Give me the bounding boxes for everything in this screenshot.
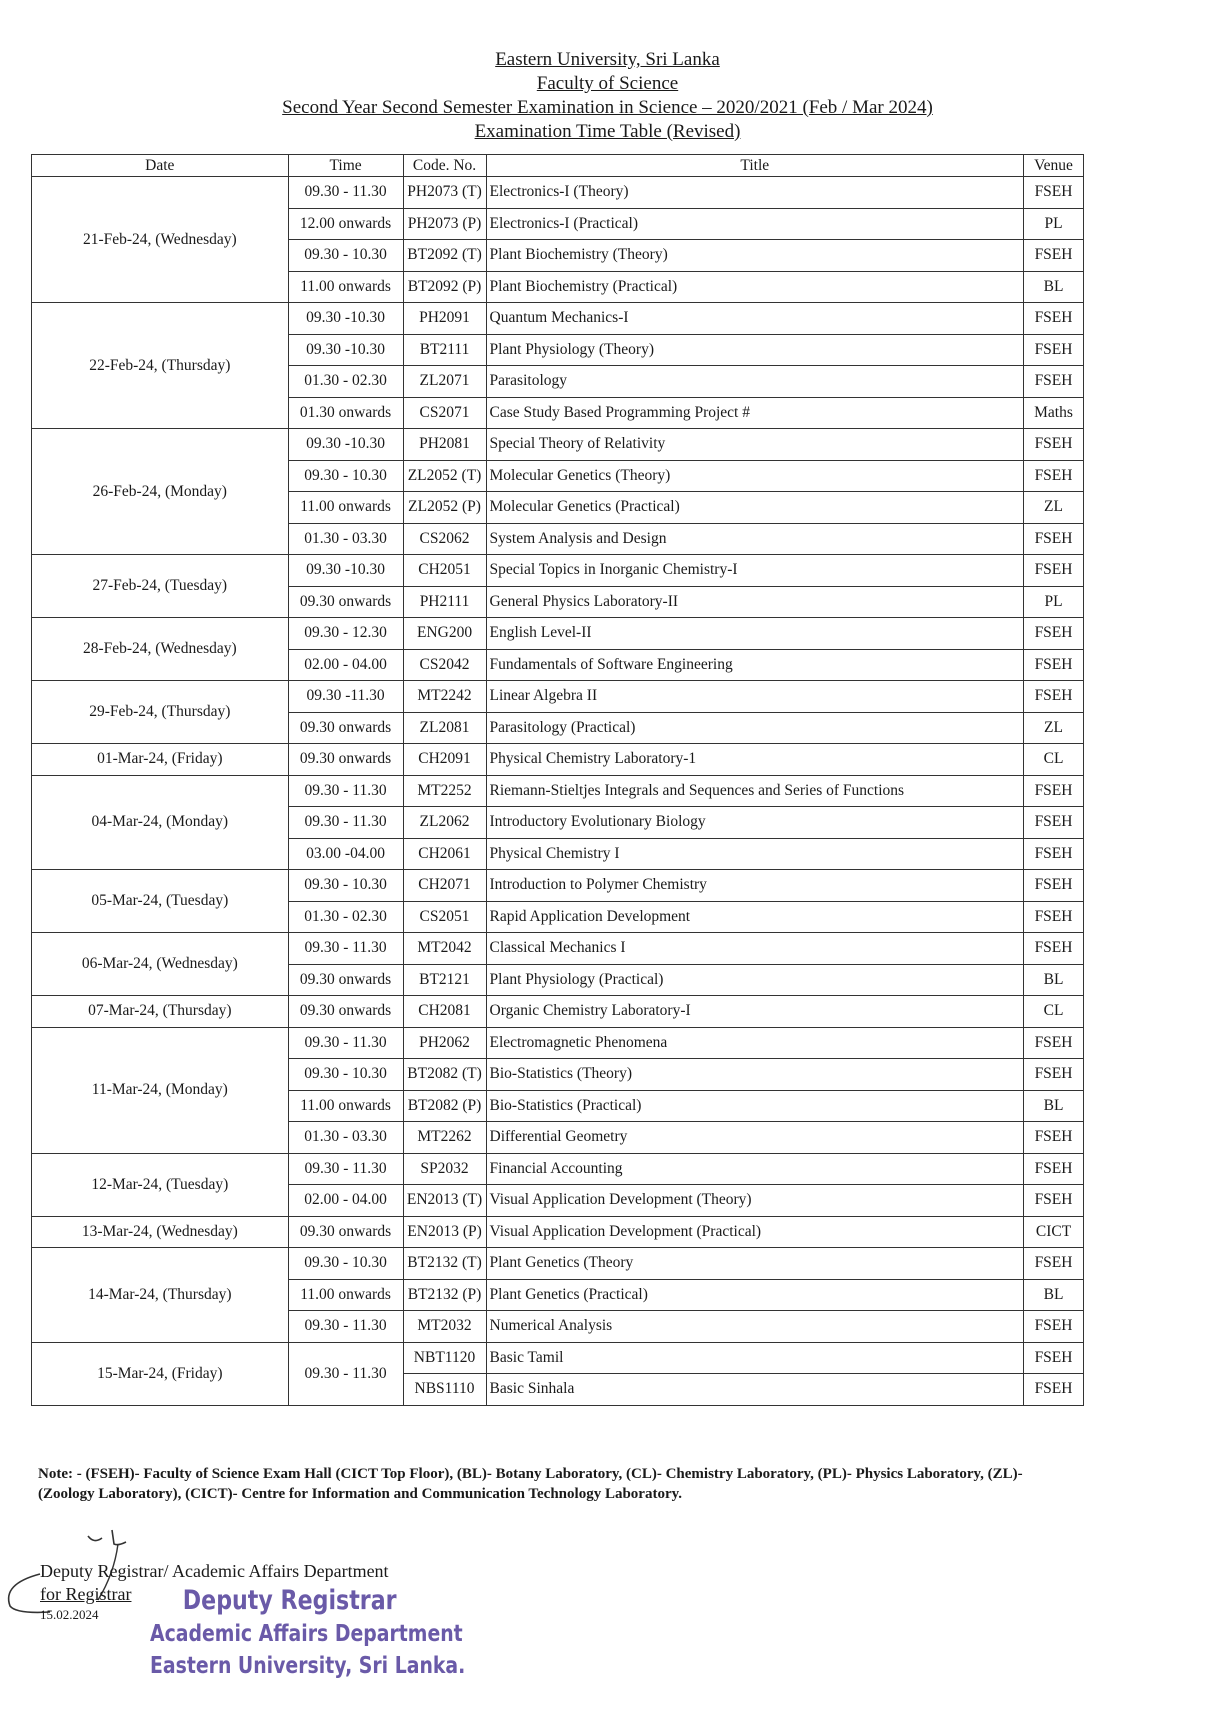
- time-cell: 09.30 -11.30: [288, 681, 403, 713]
- title-cell: Physical Chemistry I: [486, 838, 1024, 870]
- date-cell: 06-Mar-24, (Wednesday): [32, 933, 289, 996]
- title-cell: Plant Genetics (Practical): [486, 1279, 1024, 1311]
- title-cell: Differential Geometry: [486, 1122, 1024, 1154]
- venue-cell: FSEH: [1024, 303, 1084, 335]
- time-cell: 09.30 onwards: [288, 996, 403, 1028]
- code-cell: MT2262: [403, 1122, 486, 1154]
- table-row: [32, 1216, 1084, 1248]
- title-cell: Electronics-I (Practical): [486, 208, 1024, 240]
- title-cell: Bio-Statistics (Practical): [486, 1090, 1024, 1122]
- title-cell: Case Study Based Programming Project #: [486, 397, 1024, 429]
- date-cell: 21-Feb-24, (Wednesday): [32, 177, 289, 303]
- venue-cell: BL: [1024, 271, 1084, 303]
- title-cell: Fundamentals of Software Engineering: [486, 649, 1024, 681]
- time-cell: 09.30 -10.30: [288, 303, 403, 335]
- code-cell: BT2121: [403, 964, 486, 996]
- venue-cell: FSEH: [1024, 618, 1084, 650]
- time-cell: 09.30 onwards: [288, 712, 403, 744]
- time-cell: 03.00 -04.00: [288, 838, 403, 870]
- time-cell: 02.00 - 04.00: [288, 649, 403, 681]
- time-cell: 01.30 - 03.30: [288, 1122, 403, 1154]
- date-cell: 01-Mar-24, (Friday): [32, 744, 289, 776]
- university-name: Eastern University, Sri Lanka: [495, 49, 720, 70]
- title-cell: Electromagnetic Phenomena: [486, 1027, 1024, 1059]
- time-cell: 09.30 -10.30: [288, 429, 403, 461]
- code-cell: BT2111: [403, 334, 486, 366]
- time-cell: 09.30 - 10.30: [288, 1248, 403, 1280]
- stamp-line-2: Academic Affairs Department: [150, 1621, 463, 1647]
- venue-cell: FSEH: [1024, 807, 1084, 839]
- table-row: [32, 177, 1084, 209]
- exam-title: Second Year Second Semester Examination in Science – 2020/2021 (Feb / Mar 2024): [282, 97, 933, 118]
- code-cell: BT2132 (T): [403, 1248, 486, 1280]
- code-cell: CS2042: [403, 649, 486, 681]
- time-cell: 09.30 - 11.30: [288, 807, 403, 839]
- code-cell: MT2042: [403, 933, 486, 965]
- date-cell: 12-Mar-24, (Tuesday): [32, 1153, 289, 1216]
- table-row: [32, 1342, 1084, 1374]
- venue-cell: FSEH: [1024, 681, 1084, 713]
- code-cell: CS2071: [403, 397, 486, 429]
- time-cell: 11.00 onwards: [288, 271, 403, 303]
- venue-cell: FSEH: [1024, 460, 1084, 492]
- code-cell: ZL2052 (P): [403, 492, 486, 524]
- title-cell: Physical Chemistry Laboratory-1: [486, 744, 1024, 776]
- table-row: [32, 933, 1084, 965]
- date-cell: 11-Mar-24, (Monday): [32, 1027, 289, 1153]
- time-cell: 01.30 - 03.30: [288, 523, 403, 555]
- title-cell: Basic Tamil: [486, 1342, 1024, 1374]
- date-cell: 15-Mar-24, (Friday): [32, 1342, 289, 1405]
- venue-cell: FSEH: [1024, 901, 1084, 933]
- table-title: Examination Time Table (Revised): [474, 121, 741, 142]
- signature-date: 15.02.2024: [40, 1607, 99, 1622]
- time-cell: 09.30 - 11.30: [288, 1027, 403, 1059]
- time-cell: 09.30 - 11.30: [288, 775, 403, 807]
- venue-cell: BL: [1024, 964, 1084, 996]
- date-cell: 05-Mar-24, (Tuesday): [32, 870, 289, 933]
- code-cell: PH2073 (P): [403, 208, 486, 240]
- code-cell: PH2081: [403, 429, 486, 461]
- venue-cell: FSEH: [1024, 366, 1084, 398]
- faculty-name: Faculty of Science: [536, 73, 679, 94]
- table-row: [32, 744, 1084, 776]
- code-cell: PH2091: [403, 303, 486, 335]
- title-cell: Visual Application Development (Theory): [486, 1185, 1024, 1217]
- time-cell: 09.30 onwards: [288, 964, 403, 996]
- timetable: [31, 154, 1084, 1406]
- title-cell: Molecular Genetics (Practical): [486, 492, 1024, 524]
- venue-cell: FSEH: [1024, 334, 1084, 366]
- time-cell: 01.30 - 02.30: [288, 901, 403, 933]
- date-cell: 29-Feb-24, (Thursday): [32, 681, 289, 744]
- date-cell: 28-Feb-24, (Wednesday): [32, 618, 289, 681]
- venue-note: Note: - (FSEH)- Faculty of Science Exam Hall (CICT Top Floor), (BL)- Botany Laboratory, (CL)- Chemistry Laboratory, (PL)- Physics Laboratory, (ZL)- (Zoology Laboratory), (CICT)- Centre for Information and Communication Technology Laboratory.: [38, 1466, 1023, 1502]
- venue-cell: FSEH: [1024, 555, 1084, 587]
- code-cell: PH2062: [403, 1027, 486, 1059]
- table-row: [32, 1153, 1084, 1185]
- stamp-line-1: Deputy Registrar: [182, 1585, 397, 1616]
- title-cell: Molecular Genetics (Theory): [486, 460, 1024, 492]
- code-cell: NBS1110: [403, 1374, 486, 1406]
- title-cell: Electronics-I (Theory): [486, 177, 1024, 209]
- venue-cell: FSEH: [1024, 177, 1084, 209]
- venue-cell: BL: [1024, 1090, 1084, 1122]
- title-cell: Plant Physiology (Practical): [486, 964, 1024, 996]
- title-cell: Visual Application Development (Practical): [486, 1216, 1024, 1248]
- venue-cell: FSEH: [1024, 1059, 1084, 1091]
- venue-cell: PL: [1024, 208, 1084, 240]
- venue-cell: FSEH: [1024, 933, 1084, 965]
- title-cell: Parasitology: [486, 366, 1024, 398]
- title-cell: Bio-Statistics (Theory): [486, 1059, 1024, 1091]
- code-cell: CH2091: [403, 744, 486, 776]
- date-cell: 26-Feb-24, (Monday): [32, 429, 289, 555]
- venue-cell: FSEH: [1024, 838, 1084, 870]
- table-row: [32, 618, 1084, 650]
- venue-cell: FSEH: [1024, 1185, 1084, 1217]
- code-cell: MT2032: [403, 1311, 486, 1343]
- venue-cell: CICT: [1024, 1216, 1084, 1248]
- time-cell: 12.00 onwards: [288, 208, 403, 240]
- table-row: [32, 303, 1084, 335]
- code-cell: ZL2052 (T): [403, 460, 486, 492]
- code-cell: BT2082 (P): [403, 1090, 486, 1122]
- time-cell: 11.00 onwards: [288, 1279, 403, 1311]
- title-cell: Parasitology (Practical): [486, 712, 1024, 744]
- code-cell: ZL2062: [403, 807, 486, 839]
- title-cell: Basic Sinhala: [486, 1374, 1024, 1406]
- title-cell: Plant Biochemistry (Practical): [486, 271, 1024, 303]
- title-cell: Organic Chemistry Laboratory-I: [486, 996, 1024, 1028]
- column-header: Venue: [1024, 155, 1084, 177]
- column-header: Title: [486, 155, 1024, 177]
- title-cell: English Level-II: [486, 618, 1024, 650]
- title-cell: General Physics Laboratory-II: [486, 586, 1024, 618]
- time-cell: 09.30 - 10.30: [288, 1059, 403, 1091]
- code-cell: BT2132 (P): [403, 1279, 486, 1311]
- code-cell: ZL2081: [403, 712, 486, 744]
- column-header: Time: [288, 155, 403, 177]
- title-cell: System Analysis and Design: [486, 523, 1024, 555]
- code-cell: ENG200: [403, 618, 486, 650]
- time-cell: 11.00 onwards: [288, 492, 403, 524]
- time-cell: 09.30 -10.30: [288, 334, 403, 366]
- table-row: [32, 996, 1084, 1028]
- signature-line-1: Deputy Registrar/ Academic Affairs Department: [40, 1561, 389, 1581]
- time-cell: 02.00 - 04.00: [288, 1185, 403, 1217]
- column-header: Code. No.: [403, 155, 486, 177]
- column-header: Date: [32, 155, 289, 177]
- document-header: [0, 48, 1215, 144]
- title-cell: Plant Biochemistry (Theory): [486, 240, 1024, 272]
- code-cell: EN2013 (T): [403, 1185, 486, 1217]
- venue-cell: ZL: [1024, 492, 1084, 524]
- venue-cell: FSEH: [1024, 1122, 1084, 1154]
- title-cell: Numerical Analysis: [486, 1311, 1024, 1343]
- table-row: [32, 429, 1084, 461]
- title-cell: Quantum Mechanics-I: [486, 303, 1024, 335]
- code-cell: NBT1120: [403, 1342, 486, 1374]
- title-cell: Rapid Application Development: [486, 901, 1024, 933]
- time-cell: 09.30 - 11.30: [288, 177, 403, 209]
- code-cell: CS2051: [403, 901, 486, 933]
- title-cell: Linear Algebra II: [486, 681, 1024, 713]
- venue-cell: FSEH: [1024, 1248, 1084, 1280]
- title-cell: Plant Genetics (Theory: [486, 1248, 1024, 1280]
- venue-cell: Maths: [1024, 397, 1084, 429]
- signature-line-2: for Registrar: [40, 1584, 132, 1604]
- table-header-row: [32, 155, 1084, 177]
- title-cell: Special Topics in Inorganic Chemistry-I: [486, 555, 1024, 587]
- code-cell: CS2062: [403, 523, 486, 555]
- venue-cell: FSEH: [1024, 1027, 1084, 1059]
- time-cell: 11.00 onwards: [288, 1090, 403, 1122]
- title-cell: Special Theory of Relativity: [486, 429, 1024, 461]
- timetable-body: [32, 177, 1084, 1406]
- time-cell: 09.30 - 11.30: [288, 1153, 403, 1185]
- code-cell: BT2092 (P): [403, 271, 486, 303]
- title-cell: Plant Physiology (Theory): [486, 334, 1024, 366]
- venue-cell: FSEH: [1024, 649, 1084, 681]
- date-cell: 22-Feb-24, (Thursday): [32, 303, 289, 429]
- venue-cell: BL: [1024, 1279, 1084, 1311]
- time-cell: 09.30 - 10.30: [288, 240, 403, 272]
- time-cell: 09.30 - 11.30: [288, 933, 403, 965]
- venue-cell: FSEH: [1024, 775, 1084, 807]
- code-cell: MT2252: [403, 775, 486, 807]
- time-cell: 09.30 - 11.30: [288, 1311, 403, 1343]
- code-cell: ZL2071: [403, 366, 486, 398]
- venue-cell: FSEH: [1024, 1153, 1084, 1185]
- venue-cell: FSEH: [1024, 1311, 1084, 1343]
- title-cell: Introduction to Polymer Chemistry: [486, 870, 1024, 902]
- time-cell: 01.30 - 02.30: [288, 366, 403, 398]
- title-cell: Financial Accounting: [486, 1153, 1024, 1185]
- time-cell: 09.30 onwards: [288, 1216, 403, 1248]
- time-cell: 09.30 onwards: [288, 586, 403, 618]
- code-cell: SP2032: [403, 1153, 486, 1185]
- time-cell: 09.30 - 10.30: [288, 870, 403, 902]
- time-cell: 09.30 onwards: [288, 744, 403, 776]
- venue-cell: ZL: [1024, 712, 1084, 744]
- code-cell: CH2061: [403, 838, 486, 870]
- table-row: [32, 775, 1084, 807]
- title-cell: Introductory Evolutionary Biology: [486, 807, 1024, 839]
- code-cell: CH2071: [403, 870, 486, 902]
- date-cell: 13-Mar-24, (Wednesday): [32, 1216, 289, 1248]
- table-row: [32, 681, 1084, 713]
- date-cell: 07-Mar-24, (Thursday): [32, 996, 289, 1028]
- date-cell: 14-Mar-24, (Thursday): [32, 1248, 289, 1343]
- title-cell: Classical Mechanics I: [486, 933, 1024, 965]
- date-cell: 04-Mar-24, (Monday): [32, 775, 289, 870]
- date-cell: 27-Feb-24, (Tuesday): [32, 555, 289, 618]
- time-cell: 09.30 - 10.30: [288, 460, 403, 492]
- venue-cell: CL: [1024, 744, 1084, 776]
- table-row: [32, 1027, 1084, 1059]
- time-cell: 01.30 onwards: [288, 397, 403, 429]
- venue-cell: FSEH: [1024, 429, 1084, 461]
- venue-cell: FSEH: [1024, 1374, 1084, 1406]
- stamp-line-3: Eastern University, Sri Lanka.: [150, 1653, 466, 1679]
- code-cell: CH2081: [403, 996, 486, 1028]
- table-row: [32, 870, 1084, 902]
- code-cell: PH2073 (T): [403, 177, 486, 209]
- time-cell: 09.30 - 12.30: [288, 618, 403, 650]
- code-cell: BT2082 (T): [403, 1059, 486, 1091]
- code-cell: EN2013 (P): [403, 1216, 486, 1248]
- title-cell: Riemann-Stieltjes Integrals and Sequences and Series of Functions: [486, 775, 1024, 807]
- code-cell: CH2051: [403, 555, 486, 587]
- venue-cell: FSEH: [1024, 870, 1084, 902]
- code-cell: PH2111: [403, 586, 486, 618]
- code-cell: BT2092 (T): [403, 240, 486, 272]
- venue-cell: CL: [1024, 996, 1084, 1028]
- code-cell: MT2242: [403, 681, 486, 713]
- table-row: [32, 1248, 1084, 1280]
- venue-cell: FSEH: [1024, 523, 1084, 555]
- venue-cell: FSEH: [1024, 1342, 1084, 1374]
- venue-cell: FSEH: [1024, 240, 1084, 272]
- official-stamp: [150, 1584, 465, 1682]
- table-row: [32, 555, 1084, 587]
- time-cell: 09.30 -10.30: [288, 555, 403, 587]
- venue-cell: PL: [1024, 586, 1084, 618]
- time-cell: 09.30 - 11.30: [288, 1342, 403, 1405]
